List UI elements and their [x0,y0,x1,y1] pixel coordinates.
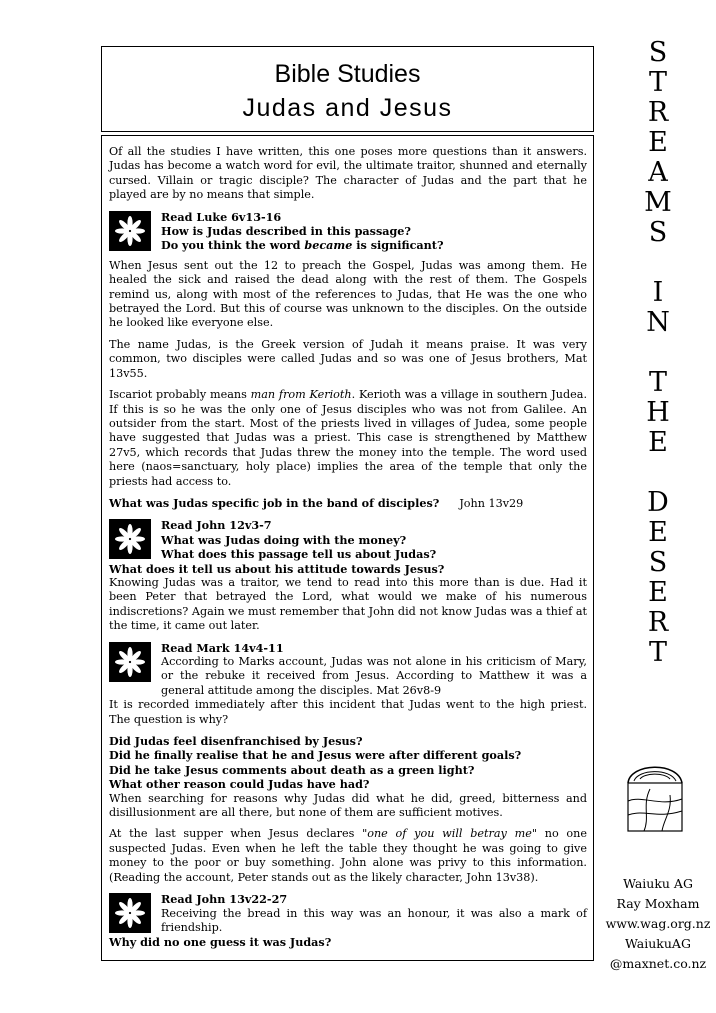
question: What was Judas specific job in the band of disciples? John 13v29 [109,495,524,510]
email-line-2: @maxnet.co.nz [609,956,707,971]
paragraph: Knowing Judas was a traitor, we tend to read into this more than is due. Had it been Peter that betrayed the Lord, what would we make of his numerous indiscretions? Again we must remember that John did not know Judas was a thief at the time, it came out later. [109,575,587,633]
email-line-1: WaiukuAG [625,936,691,951]
sidebar-letter: A [648,157,668,188]
contact-info [600,874,716,974]
sidebar-letter: N [646,307,670,338]
scripture-ref: Read John 13v22-27 [161,892,288,907]
question-block-2 [109,518,587,561]
paragraph: At the last supper when Jesus declares "one of you will betray me" no one suspected Judas. Even when he left the table they thought he was going to give money to the poor or buy something. John alone was privy to this information. (Reading the account, Peter stands out as the likely character, John 13v38). [109,827,587,884]
question: Do you think the word became is significant? [161,238,444,253]
page-subtitle: Judas and Jesus [242,94,453,122]
question: How is Judas described in this passage? [161,224,411,239]
question: What does this passage tell us about Judas? [161,547,437,562]
sidebar-letter: T [648,367,667,398]
sidebar-letter: M [644,187,672,218]
sidebar-letter: H [646,397,670,428]
intro-paragraph: Of all the studies I have written, this one poses more questions than it answers. Judas has become a watch word for evil, the ultimate traitor, shunned and eternally cursed. Villain or tragic disciple? The character of Judas and the part that he played are by no means that simple. [109,145,587,202]
paragraph: The name Judas, is the Greek version of Judah it means praise. It was very common, two disciples were called Judas and so was one of Jesus brothers, Mat 13v55. [109,337,587,380]
sidebar-letter: E [648,127,668,158]
sidebar-gap [600,248,716,278]
sidebar-letter: S [648,217,668,248]
flower-icon [109,211,151,251]
flower-icon [109,642,151,682]
sidebar-letter: T [648,67,667,98]
sidebar-letter: E [648,517,668,548]
scripture-ref: Read Luke 6v13-16 [161,209,282,224]
question: Did Judas feel disenfranchised by Jesus? [109,734,363,749]
scripture-ref: Read Mark 14v4-11 [161,640,284,655]
paragraph: According to Marks account, Judas was not alone in his criticism of Mary, or the rebuke it received from Jesus. According to Matthew it was a general attitude among the disciples. Mat 26v8-9 [161,655,587,697]
study-content [101,135,594,961]
organisation: Waiuku AG [623,876,693,891]
desert-logo-icon [620,755,690,835]
question: What was Judas doing with the money? [161,532,407,547]
paragraph: Receiving the bread in this way was an honour, it was also a mark of friendship. [161,906,587,934]
question-list [109,734,587,792]
website: www.wag.org.nz [605,916,711,931]
paragraph: When searching for reasons why Judas did what he did, greed, bitterness and disillusionment are all there, but none of them are sufficient motives. [109,791,587,820]
flower-icon [109,519,151,559]
question: Why did no one guess it was Judas? [109,935,332,950]
sidebar-letter: S [648,547,668,578]
sidebar-letter: E [648,427,668,458]
sidebar-gap [600,458,716,488]
question-block-4 [109,892,587,935]
sidebar-letter: S [648,37,668,68]
sidebar-letter: T [648,637,667,668]
paragraph: When Jesus sent out the 12 to preach the Gospel, Judas was among them. He healed the sick and raised the dead along with the rest of them. The Gospels remind us, along with most of the references to Judas, that He was the one who betrayed the Lord. But this of course was unknown to the disciples. On the outside he looked like everyone else. [109,258,587,330]
sidebar-letter: R [647,607,669,638]
question: Did he finally realise that he and Jesus were after different goals? [109,748,522,763]
sidebar-letter: E [648,577,668,608]
question: What other reason could Judas have had? [109,777,370,792]
sidebar-title [600,38,716,668]
sidebar-letter: R [647,97,669,128]
flower-icon [109,893,151,933]
sidebar-letter: I [652,277,664,308]
scripture-ref: Read John 12v3-7 [161,518,272,533]
question-block-1 [109,210,587,253]
author-name: Ray Moxham [616,896,700,911]
sidebar-gap [600,338,716,368]
page-title: Bible Studies [274,60,421,88]
question-block-3 [109,641,587,699]
paragraph: It is recorded immediately after this incident that Judas went to the high priest. The question is why? [109,698,587,726]
sidebar-letter: D [647,487,669,518]
title-box [101,46,594,132]
question: What does it tell us about his attitude towards Jesus? [109,561,445,576]
question: Did he take Jesus comments about death as a green light? [109,762,475,777]
paragraph: Iscariot probably means man from Kerioth. Kerioth was a village in southern Judea. If this is so he was the only one of Jesus disciples who was not from Galilee. An outsider from the start. Most of the priests lived in villages of Judea, some people have suggested that Judas was a priest. This case is strengthened by Matthew 27v5, which records that Judas threw the money into the temple. The word used here (naos=sanctuary, holy place) implies the area of the temple that only the priests had access to. [109,388,588,488]
